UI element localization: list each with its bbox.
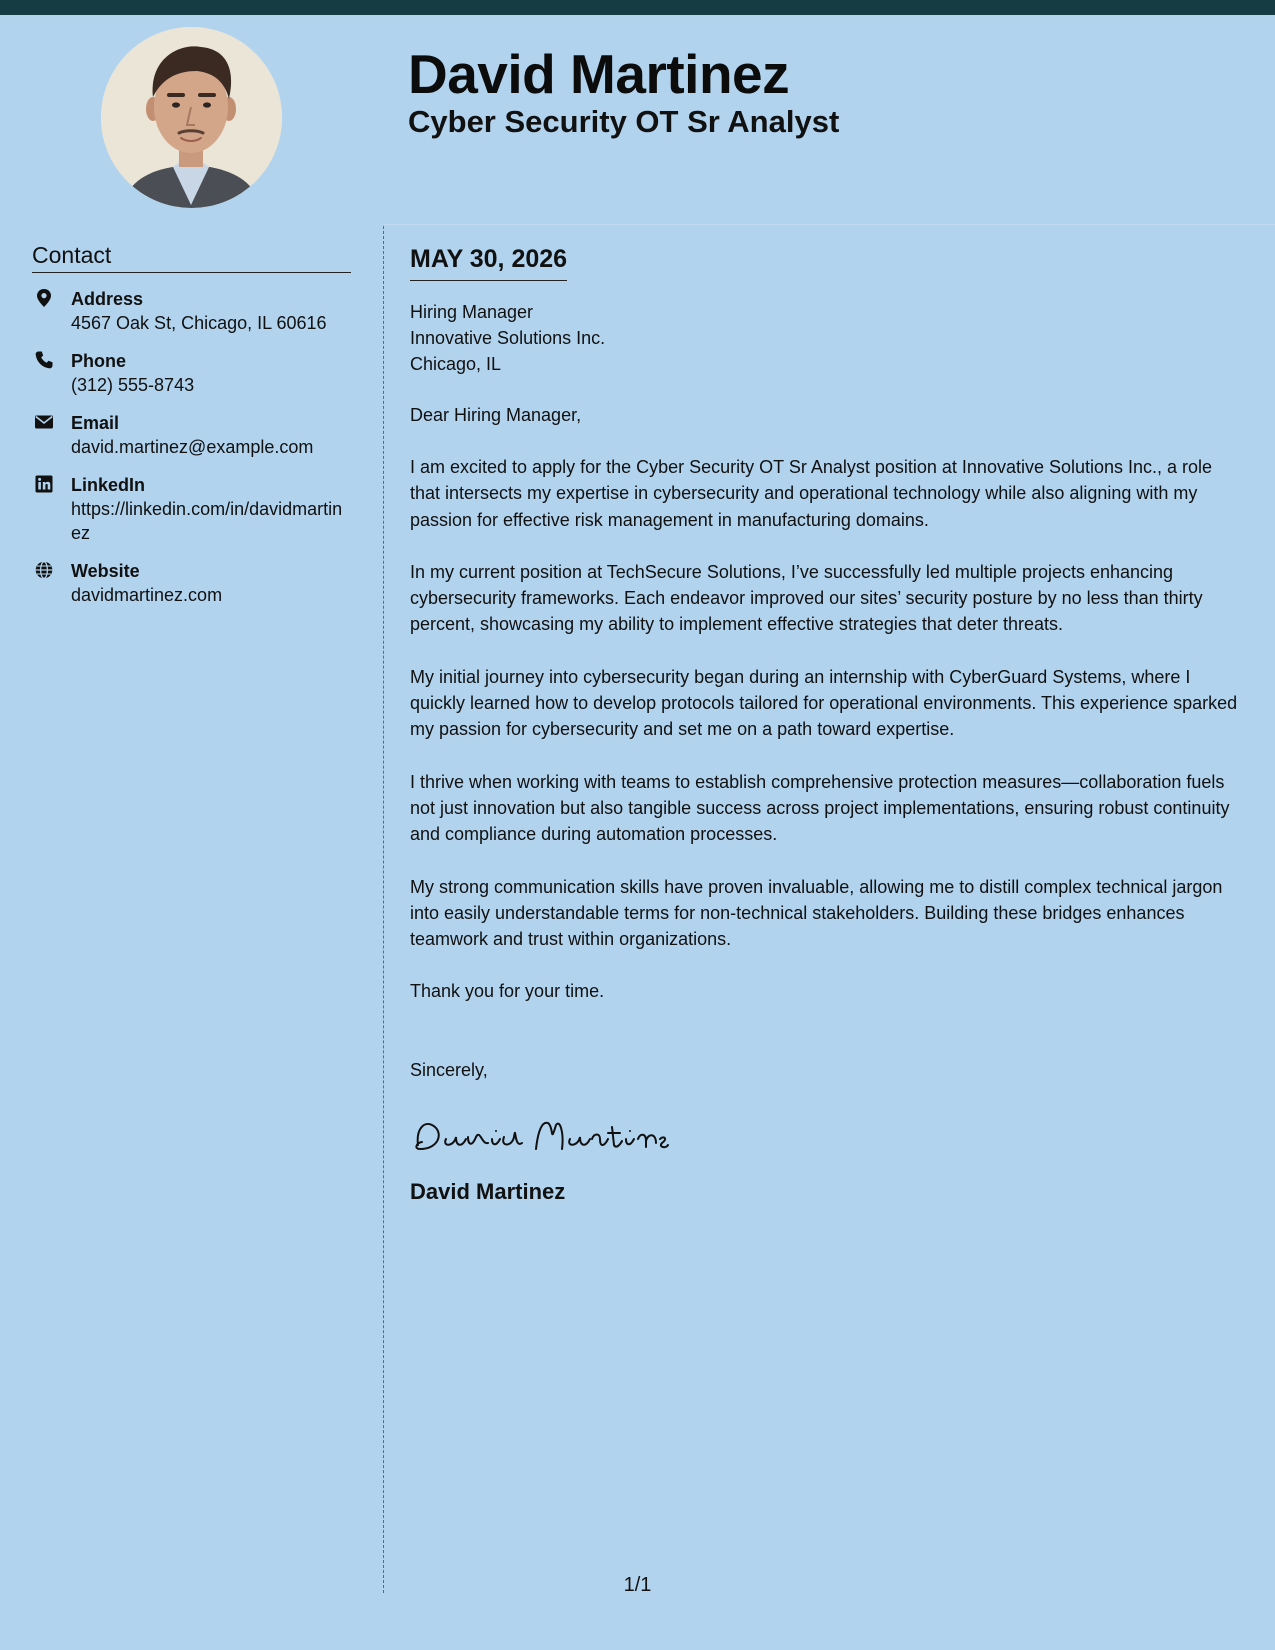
linkedin-icon — [34, 474, 54, 494]
contact-value: 4567 Oak St, Chicago, IL 60616 — [71, 313, 327, 333]
map-pin-icon — [34, 288, 54, 308]
letter-paragraph: In my current position at TechSecure Solutions, I’ve successfully led multiple projects enhancing cybersecurity frameworks. Each endeavor improved our sites’ security posture by no less than thirty percent, showcasing my ability to implement effective strategies that deter threats. — [410, 561, 1203, 635]
cover-letter-body — [410, 240, 1245, 1207]
contact-label: Address — [71, 289, 144, 309]
applicant-name: David Martinez — [408, 43, 790, 105]
recipient-block — [410, 299, 1245, 377]
header-divider — [384, 224, 1275, 225]
contact-heading: Contact — [32, 240, 351, 273]
contact-value: david.martinez@example.com — [71, 437, 314, 457]
page-number: 1/1 — [623, 1574, 652, 1596]
contact-label: Website — [71, 561, 140, 581]
signature-scribble — [410, 1109, 670, 1159]
handwritten-signature — [410, 1109, 1245, 1159]
contact-email — [32, 411, 351, 459]
contact-label: Phone — [71, 351, 127, 371]
contact-website — [32, 559, 351, 607]
profile-photo-illustration — [101, 27, 282, 208]
contact-value: https://linkedin.com/in/davidmartinez — [71, 499, 343, 543]
contact-label: Email — [71, 413, 120, 433]
letter-paragraph: I thrive when working with teams to establish comprehensive protection measures—collaboration fuels not just innovation but also tangible success across project implementations, ensuring robust continuity and compliance during automation processes. — [410, 771, 1230, 845]
recipient-line: Innovative Solutions Inc. — [410, 328, 606, 348]
recipient-line: Chicago, IL — [410, 354, 502, 374]
profile-photo — [101, 27, 282, 208]
contact-linkedin — [32, 473, 351, 545]
contact-value: (312) 555-8743 — [71, 375, 195, 395]
contact-phone — [32, 349, 351, 397]
letter-paragraph: My initial journey into cybersecurity began during an internship with CyberGuard Systems, where I quickly learned how to develop protocols tailored for operational environments. This experience sparked my passion for cybersecurity and set me on a path toward expertise. — [410, 666, 1238, 740]
envelope-icon — [34, 412, 54, 432]
contact-address — [32, 287, 351, 335]
recipient-line: Hiring Manager — [410, 302, 534, 322]
globe-icon — [34, 560, 54, 580]
signer-name: David Martinez — [410, 1179, 566, 1205]
contact-value: davidmartinez.com — [71, 585, 223, 605]
applicant-job-title: Cyber Security OT Sr Analyst — [408, 104, 840, 139]
letter-paragraph: I am excited to apply for the Cyber Security OT Sr Analyst position at Innovative Solutions Inc., a role that intersects my expertise in cybersecurity and operational technology while also aligning with my passion for effective risk management in manufacturing domains. — [410, 457, 1213, 530]
salutation: Dear Hiring Manager, — [410, 405, 582, 425]
closing-thanks: Thank you for your time. — [410, 981, 605, 1002]
top-color-band — [0, 0, 1275, 15]
phone-icon — [34, 350, 54, 370]
column-divider — [383, 226, 384, 1593]
letter-paragraph: My strong communication skills have proven invaluable, allowing me to distill complex technical jargon into easily understandable terms for non-technical stakeholders. Building these bridges enhances teamwork and trust within organizations. — [410, 876, 1223, 950]
contact-sidebar — [32, 240, 351, 607]
letter-date: MAY 30, 2026 — [410, 240, 567, 281]
closing-sincerely: Sincerely, — [410, 1060, 488, 1081]
contact-label: LinkedIn — [71, 475, 146, 495]
